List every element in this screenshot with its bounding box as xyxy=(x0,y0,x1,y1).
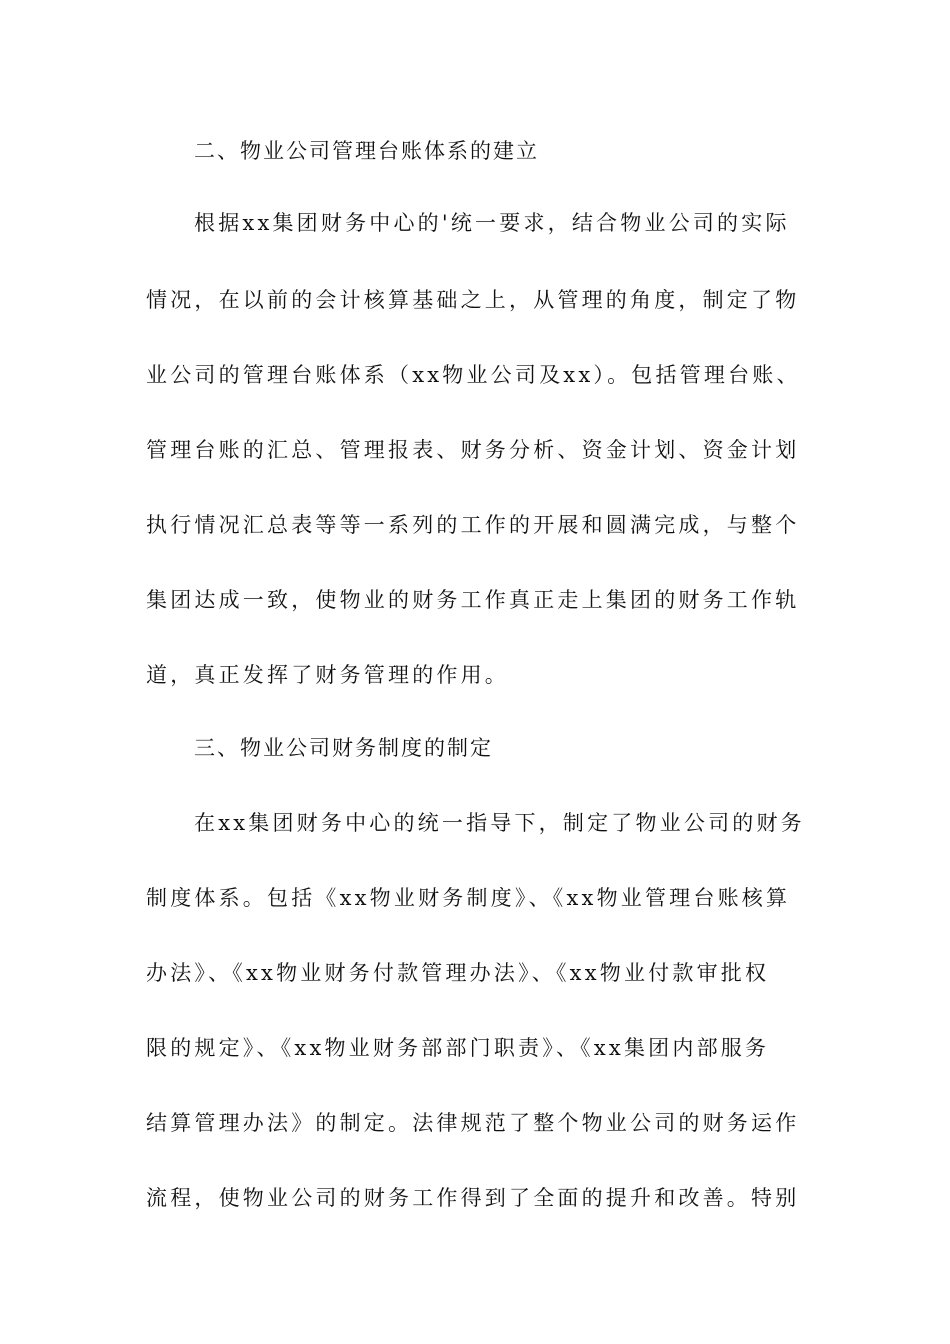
section-three-heading: 三、物业公司财务制度的制定 xyxy=(194,736,493,760)
section-three-paragraph-line: 结算管理办法》的制定。法律规范了整个物业公司的财务运作 xyxy=(146,1111,800,1135)
section-two-paragraph-line: 道，真正发挥了财务管理的作用。 xyxy=(146,663,509,687)
section-three-paragraph-line: 流程，使物业公司的财务工作得到了全面的提升和改善。特别 xyxy=(146,1186,800,1210)
section-two-paragraph-line: 执行情况汇总表等等一系列的工作的开展和圆满完成，与整个 xyxy=(146,513,800,537)
section-three-paragraph-line: 在xx集团财务中心的统一指导下，制定了物业公司的财务 xyxy=(194,811,805,835)
section-three-paragraph-line: 办法》、《xx物业财务付款管理办法》、《xx物业付款审批权 xyxy=(146,961,770,985)
section-two-paragraph-line: 集团达成一致，使物业的财务工作真正走上集团的财务工作轨 xyxy=(146,588,800,612)
section-three-paragraph-line: 限的规定》、《xx物业财务部部门职责》、《xx集团内部服务 xyxy=(146,1036,770,1060)
section-two-heading: 二、物业公司管理台账体系的建立 xyxy=(194,139,539,163)
section-two-paragraph-line: 情况，在以前的会计核算基础之上，从管理的角度，制定了物 xyxy=(146,288,800,312)
section-three-paragraph-line: 制度体系。包括《xx物业财务制度》、《xx物业管理台账核算 xyxy=(146,886,791,910)
section-two-paragraph-line: 管理台账的汇总、管理报表、财务分析、资金计划、资金计划 xyxy=(146,438,800,462)
section-two-paragraph-line: 业公司的管理台账体系（xx物业公司及xx）。包括管理台账、 xyxy=(146,363,801,387)
section-two-paragraph-line: 根据xx集团财务中心的'统一要求，结合物业公司的实际 xyxy=(194,211,790,235)
